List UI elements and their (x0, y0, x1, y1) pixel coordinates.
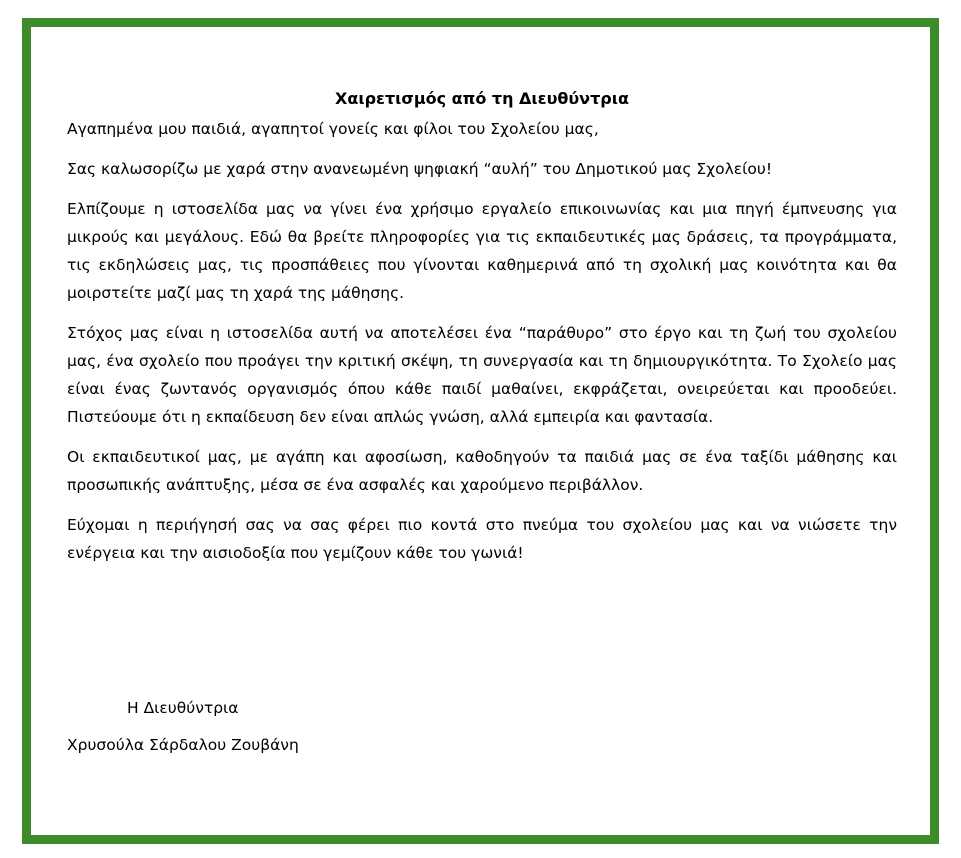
letter-title: Χαιρετισμός από τη Διευθύντρια (335, 89, 629, 108)
signature-title: Η Διευθύντρια (127, 699, 239, 717)
letter-paragraph-1: Ελπίζουμε η ιστοσελίδα μας να γίνει ένα χρήσιμο εργαλείο επικοινωνίας και μια πηγή έμπνευσης για μικρούς και μεγάλους. Εδώ θα βρείτε πληροφορίες για τις εκπαιδευτικές μας δράσεις, τα προγράμματα, τις εκδηλώσεις μας, τις προσπάθειες που γίνονται καθημερινά από τη σχολική μας κοινότητα και θα μοιρστείτε μαζί μας τη χαρά της μάθησης. (67, 200, 897, 302)
letter-paragraph-4: Εύχομαι η περιήγησή σας να σας φέρει πιο κοντά στο πνεύμα του σχολείου μας και να νιώσετε την ενέργεια και την αισιοδοξία που γεμίζουν κάθε του γωνιά! (67, 516, 897, 562)
letter-paragraph-3: Οι εκπαιδευτικοί μας, με αγάπη και αφοσίωση, καθοδηγούν τα παιδιά μας σε ένα ταξίδι μάθησης και προσωπικής ανάπτυξης, μέσα σε ένα ασφαλές και χαρούμενο περιβάλλον. (67, 448, 897, 494)
letter-greeting: Αγαπημένα μου παιδιά, αγαπητοί γονείς και φίλοι του Σχολείου μας, (67, 120, 599, 138)
letter-paragraph-2: Στόχος μας είναι η ιστοσελίδα αυτή να αποτελέσει ένα “παράθυρο” στο έργο και τη ζωή του σχολείου μας, ένα σχολείο που προάγει την κριτική σκέψη, τη συνεργασία και τη δημιουργικότητα. Το Σχολείο μας είναι ένας ζωντανός οργανισμός όπου κάθε παιδί μαθαίνει, εκφράζεται, ονειρεύεται και προοδεύει. Πιστεύουμε ότι η εκπαίδευση δεν είναι απλώς γνώση, αλλά εμπειρία και φαντασία. (67, 324, 897, 426)
letter-body (67, 85, 897, 579)
signature-name: Χρυσούλα Σάρδαλου Ζουβάνη (67, 736, 299, 754)
letter-welcome: Σας καλωσορίζω με χαρά στην ανανεωμένη ψηφιακή “αυλή” του Δημοτικού μας Σχολείου! (67, 160, 773, 178)
signature-block (67, 694, 567, 759)
